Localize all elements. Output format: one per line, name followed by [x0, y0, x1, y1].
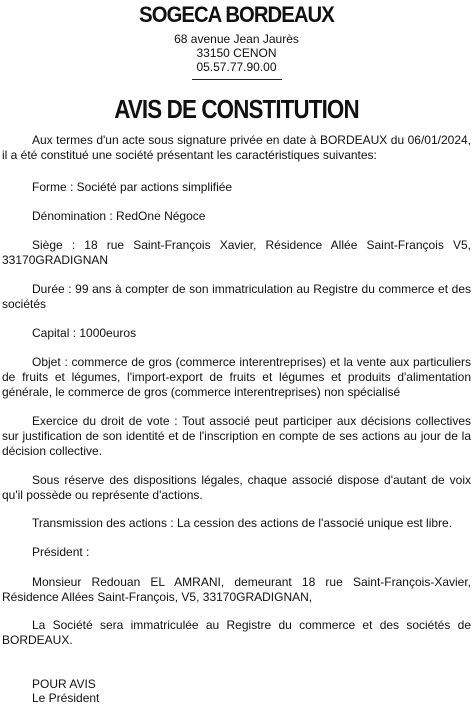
- company-city: 33150 CENON: [196, 46, 277, 60]
- company-phone: 05.57.77.90.00: [196, 60, 277, 74]
- signature-pour-avis: POUR AVIS: [32, 677, 96, 691]
- paragraph-duree: Durée : 99 ans à compter de son immatriculation au Registre du commerce et des sociétés: [2, 282, 471, 311]
- signature-president: Le Président: [32, 691, 100, 705]
- paragraph-reserve: Sous réserve des dispositions légales, chaque associé dispose d'autant de voix qu'il possède ou représente d'actions.: [2, 473, 471, 502]
- paragraph-president-label: Président :: [32, 545, 90, 559]
- header-divider: [192, 79, 282, 80]
- company-name: SOGECA BORDEAUX: [139, 2, 334, 27]
- paragraph-forme: Forme : Société par actions simplifiée: [32, 180, 233, 194]
- notice-title: AVIS DE CONSTITUTION: [114, 94, 359, 124]
- paragraph-siege: Siège : 18 rue Saint-François Xavier, Résidence Allée Saint-François V5, 33170GRADIGNAN: [2, 238, 471, 267]
- paragraph-denomination: Dénomination : RedOne Négoce: [32, 209, 206, 223]
- paragraph-objet: Objet : commerce de gros (commerce interentreprises) et la vente aux particuliers de fruits et légumes, l'import-export de fruits et légumes et produits d'alimentation générale, le commerce de gros (commerce interentreprises) non spécialisé: [2, 355, 471, 399]
- paragraph-vote: Exercice du droit de vote : Tout associé peut participer aux décisions collectives sur justification de son identité et de l'inscription en compte de ses actions au jour de la décision collective.: [2, 414, 471, 458]
- paragraph-transmission: Transmission des actions : La cession des actions de l'associé unique est libre.: [32, 516, 453, 530]
- paragraph-president: Monsieur Redouan EL AMRANI, demeurant 18 rue Saint-François-Xavier, Résidence Allées Saint-François, V5, 33170GRADIGNAN,: [2, 575, 471, 604]
- paragraph-immatriculation: La Société sera immatriculée au Registre du commerce et des sociétés de BORDEAUX.: [2, 618, 471, 647]
- paragraph-capital: Capital : 1000euros: [32, 326, 137, 340]
- company-street: 68 avenue Jean Jaurès: [174, 32, 299, 46]
- paragraph-intro: Aux termes d'un acte sous signature privée en date à BORDEAUX du 06/01/2024, il a été constitué une société présentant les caractéristiques suivantes:: [2, 133, 471, 162]
